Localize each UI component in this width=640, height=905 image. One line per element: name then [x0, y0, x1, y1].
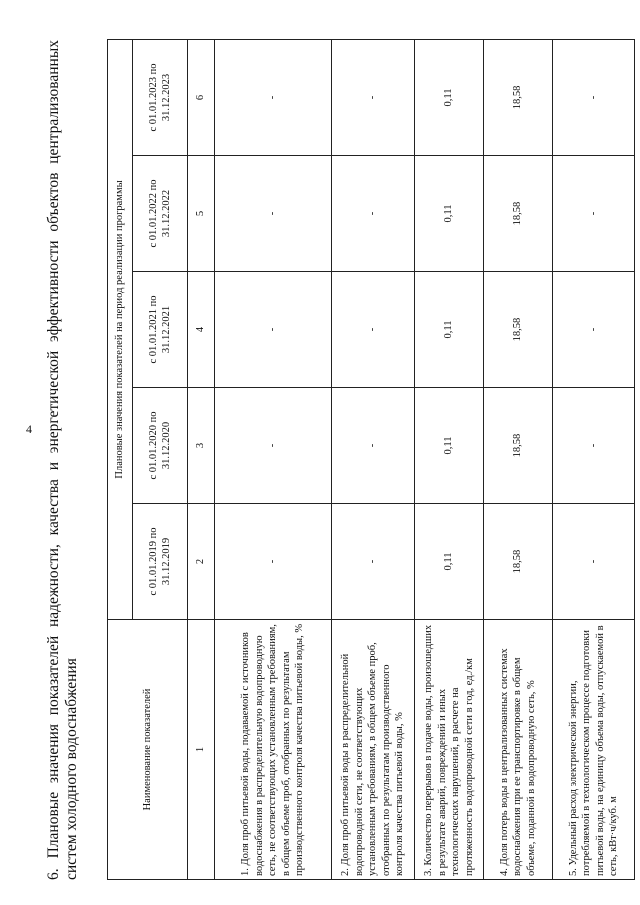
indicator-value: 0,11: [415, 272, 484, 388]
indicator-value: 18,58: [484, 39, 553, 155]
rotated-page-content: [45, 40, 619, 880]
indicator-value: 0,11: [415, 39, 484, 155]
planned-values-header: Плановые значения показателей на период реализации программы: [108, 39, 133, 619]
indicator-name: 3. Количество перерывов в подаче воды, произошедших в результате аварий, повреждений и иных технологических нарушений, в расчете на протяженность водопроводной сети в год, ед./км: [415, 620, 484, 880]
section-number: 6.: [45, 868, 62, 880]
indicator-value: -: [215, 504, 332, 620]
indicator-value: -: [553, 272, 635, 388]
indicator-name-header: Наименование показателей: [108, 620, 188, 880]
table-row: [332, 39, 415, 879]
table-row: [415, 39, 484, 879]
column-index: 3: [188, 388, 215, 504]
indicator-value: 18,58: [484, 504, 553, 620]
column-index: 5: [188, 156, 215, 272]
indicator-value: -: [332, 156, 415, 272]
indicator-name: 1. Доля проб питьевой воды, подаваемой с источников водоснабжения в распределительную водопроводную сеть, не соответствующих установленным требованиям, в общем объеме проб, отобранных по результатам производственного контроля качества питьевой воды, %: [215, 620, 332, 880]
indicator-value: -: [215, 156, 332, 272]
indicator-value: -: [215, 388, 332, 504]
indicator-name: 4. Доля потерь воды в централизованных системах водоснабжения при ее транспортировке в общем объеме, поданной в водопроводную сеть, %: [484, 620, 553, 880]
indicator-value: 18,58: [484, 388, 553, 504]
period-header-2020: с 01.01.2020 по 31.12.2020: [133, 388, 188, 504]
indicator-name: 2. Доля проб питьевой воды в распределительной водопроводной сети, не соответствующих установленным требованиям, в общем объеме проб, отобранных по результатам производственного контроля качества питьевой воды, %: [332, 620, 415, 880]
indicator-value: 18,58: [484, 156, 553, 272]
indicator-value: -: [553, 39, 635, 155]
indicator-value: -: [553, 388, 635, 504]
page-number: 4: [26, 422, 32, 436]
table-row: [215, 39, 332, 879]
table-row: [553, 39, 635, 879]
indicator-value: -: [215, 272, 332, 388]
indicator-value: -: [553, 156, 635, 272]
column-index: 4: [188, 272, 215, 388]
period-header-2021: с 01.01.2021 по 31.12.2021: [133, 272, 188, 388]
indicator-name: 5. Удельный расход электрической энергии, потребляемой в технологическом процессе подготовки питьевой воды, на единицу объема воды, отпускаемой в сеть, кВт·ч/куб. м: [553, 620, 635, 880]
indicator-value: -: [332, 39, 415, 155]
indicator-value: 0,11: [415, 156, 484, 272]
indicator-value: -: [332, 388, 415, 504]
period-header-2023: с 01.01.2023 по 31.12.2023: [133, 39, 188, 155]
period-header-2019: с 01.01.2019 по 31.12.2019: [133, 504, 188, 620]
indicator-value: 0,11: [415, 388, 484, 504]
indicator-value: -: [332, 272, 415, 388]
section-heading: [45, 40, 101, 880]
indicator-value: 0,11: [415, 504, 484, 620]
indicator-value: -: [332, 504, 415, 620]
indicator-value: -: [553, 504, 635, 620]
indicator-value: 18,58: [484, 272, 553, 388]
period-header-2022: с 01.01.2022 по 31.12.2022: [133, 156, 188, 272]
section-title: Плановые значения показателей надежности, качества и энергетической эффективности объектов централизованных систем холодного водоснабжения: [45, 40, 80, 880]
indicator-value: -: [215, 39, 332, 155]
column-index: 6: [188, 39, 215, 155]
column-index: 2: [188, 504, 215, 620]
indicators-table: [107, 39, 635, 880]
table-row: [484, 39, 553, 879]
column-index: 1: [188, 620, 215, 880]
